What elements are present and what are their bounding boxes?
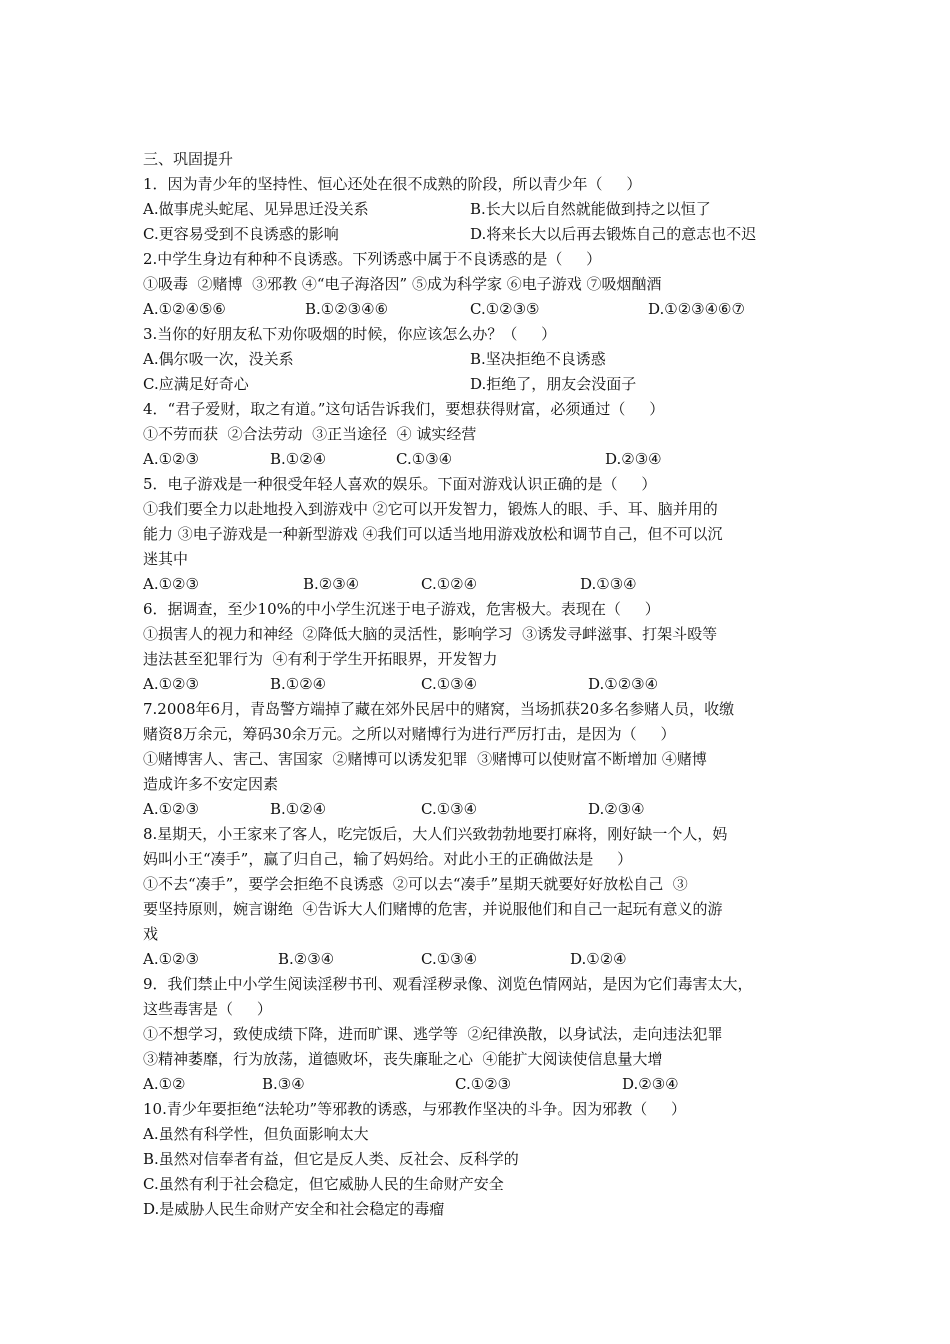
question-4-option-c: C.①③④ xyxy=(396,450,453,468)
question-7-line-1: 7.2008年6月，青岛警方端掉了藏在郊外民居中的赌窝，当场抓获20多名参赌人员，收缴 xyxy=(143,700,735,718)
question-7-option-a: A.①②③ xyxy=(143,800,199,818)
question-3-option-b: B.坚决拒绝不良诱惑 xyxy=(470,350,606,368)
question-1-option-a: A.做事虎头蛇尾、见异思迁没关系 xyxy=(143,200,369,218)
question-8-line-5: 戏 xyxy=(143,925,159,943)
question-6-option-d: D.①②③④ xyxy=(588,675,659,693)
question-5-option-c: C.①②④ xyxy=(421,575,478,593)
question-6-option-b: B.①②④ xyxy=(270,675,327,693)
question-5-line-1: ①我们要全力以赴地投入到游戏中 ②它可以开发智力，锻炼人的眼、手、耳、脑并用的 xyxy=(143,500,718,518)
question-6-line-2: 违法甚至犯罪行为 ④有利于学生开拓眼界，开发智力 xyxy=(143,650,498,668)
question-9-line-2: 这些毒害是（ ） xyxy=(143,1000,272,1018)
question-2-option-c: C.①②③⑤ xyxy=(470,300,540,318)
question-5-line-3: 迷其中 xyxy=(143,550,189,568)
question-3-stem: 3.当你的好朋友私下劝你吸烟的时候，你应该怎么办？（ ） xyxy=(143,325,557,343)
question-5-line-2: 能力 ③电子游戏是一种新型游戏 ④我们可以适当地用游戏放松和调节自己，但不可以沉 xyxy=(143,525,723,543)
question-8-line-3: ①不去“凑手”，要学会拒绝不良诱惑 ②可以去“凑手”星期天就要好好放松自己 ③ xyxy=(143,875,688,893)
question-8-option-b: B.②③④ xyxy=(278,950,335,968)
question-10-option-d: D.是威胁人民生命财产安全和社会稳定的毒瘤 xyxy=(143,1200,445,1218)
question-3-option-c: C.应满足好奇心 xyxy=(143,375,249,393)
question-4-option-a: A.①②③ xyxy=(143,450,199,468)
question-9-option-d: D.②③④ xyxy=(622,1075,679,1093)
question-6-option-c: C.①③④ xyxy=(421,675,478,693)
question-7-line-4: 造成许多不安定因素 xyxy=(143,775,279,793)
question-8-option-a: A.①②③ xyxy=(143,950,199,968)
question-9-line-3: ①不想学习，致使成绩下降，进而旷课、逃学等 ②纪律涣散，以身试法，走向违法犯罪 xyxy=(143,1025,723,1043)
question-9-option-b: B.③④ xyxy=(262,1075,305,1093)
question-10-option-a: A.虽然有科学性，但负面影响太大 xyxy=(143,1125,369,1143)
question-10-stem: 10.青少年要拒绝“法轮功”等邪教的诱惑，与邪教作坚决的斗争。因为邪教（ ） xyxy=(143,1100,687,1118)
section-title: 三、巩固提升 xyxy=(143,150,234,168)
question-2-option-d: D.①②③④⑥⑦ xyxy=(648,300,745,318)
question-4-stem: 4．“君子爱财，取之有道。”这句话告诉我们，要想获得财富，必须通过（ ） xyxy=(143,400,665,418)
question-4-items: ①不劳而获 ②合法劳动 ③正当途径 ④ 诚实经营 xyxy=(143,425,477,443)
question-7-option-d: D.②③④ xyxy=(588,800,645,818)
question-2-option-b: B.①②③④⑥ xyxy=(305,300,389,318)
question-4-option-d: D.②③④ xyxy=(605,450,662,468)
question-4-option-b: B.①②④ xyxy=(270,450,327,468)
question-8-line-1: 8.星期天，小王家来了客人，吃完饭后，大人们兴致勃勃地要打麻将，刚好缺一个人，妈 xyxy=(143,825,728,843)
question-2-items: ①吸毒 ②赌博 ③邪教 ④“电子海洛因” ⑤成为科学家 ⑥电子游戏 ⑦吸烟酗酒 xyxy=(143,275,662,293)
question-5-option-a: A.①②③ xyxy=(143,575,199,593)
question-1-option-d: D.将来长大以后再去锻炼自己的意志也不迟 xyxy=(470,225,757,243)
question-8-option-d: D.①②④ xyxy=(570,950,627,968)
question-5-option-d: D.①③④ xyxy=(580,575,637,593)
question-2-stem: 2.中学生身边有种种不良诱惑。下列诱惑中属于不良诱惑的是（ ） xyxy=(143,250,602,268)
question-7-option-b: B.①②④ xyxy=(270,800,327,818)
question-7-line-3: ①赌博害人、害己、害国家 ②赌博可以诱发犯罪 ③赌博可以使财富不断增加 ④赌博 xyxy=(143,750,707,768)
question-1-stem: 1．因为青少年的坚持性、恒心还处在很不成熟的阶段，所以青少年（ ） xyxy=(143,175,642,193)
question-2-option-a: A.①②④⑤⑥ xyxy=(143,300,226,318)
question-7-line-2: 赌资8万余元，筹码30余万元。之所以对赌博行为进行严厉打击，是因为（ ） xyxy=(143,725,676,743)
question-5-stem: 5．电子游戏是一种很受年轻人喜欢的娱乐。下面对游戏认识正确的是（ ） xyxy=(143,475,657,493)
question-1-option-c: C.更容易受到不良诱惑的影响 xyxy=(143,225,339,243)
question-9-line-1: 9．我们禁止中小学生阅读淫秽书刊、观看淫秽录像、浏览色情网站，是因为它们毒害太大， xyxy=(143,975,753,993)
question-10-option-c: C.虽然有利于社会稳定，但它威胁人民的生命财产安全 xyxy=(143,1175,504,1193)
question-1-option-b: B.长大以后自然就能做到持之以恒了 xyxy=(470,200,711,218)
question-10-option-b: B.虽然对信奉者有益，但它是反人类、反社会、反科学的 xyxy=(143,1150,519,1168)
question-3-option-a: A.偶尔吸一次，没关系 xyxy=(143,350,294,368)
question-5-option-b: B.②③④ xyxy=(303,575,360,593)
question-3-option-d: D.拒绝了，朋友会没面子 xyxy=(470,375,637,393)
question-9-line-4: ③精神萎靡，行为放荡，道德败坏，丧失廉耻之心 ④能扩大阅读使信息量大增 xyxy=(143,1050,663,1068)
question-8-option-c: C.①③④ xyxy=(421,950,478,968)
question-7-option-c: C.①③④ xyxy=(421,800,478,818)
question-8-line-2: 妈叫小王“凑手”，赢了归自己，输了妈妈给。对此小王的正确做法是 ） xyxy=(143,850,633,868)
question-6-stem: 6．据调查，至少10%的中小学生沉迷于电子游戏，危害极大。表现在（ ） xyxy=(143,600,660,618)
question-9-option-a: A.①② xyxy=(143,1075,186,1093)
question-6-option-a: A.①②③ xyxy=(143,675,199,693)
question-6-line-1: ①损害人的视力和神经 ②降低大脑的灵活性，影响学习 ③诱发寻衅滋事、打架斗殴等 xyxy=(143,625,718,643)
question-9-option-c: C.①②③ xyxy=(455,1075,512,1093)
question-8-line-4: 要坚持原则，婉言谢绝 ④告诉大人们赌博的危害，并说服他们和自己一起玩有意义的游 xyxy=(143,900,723,918)
